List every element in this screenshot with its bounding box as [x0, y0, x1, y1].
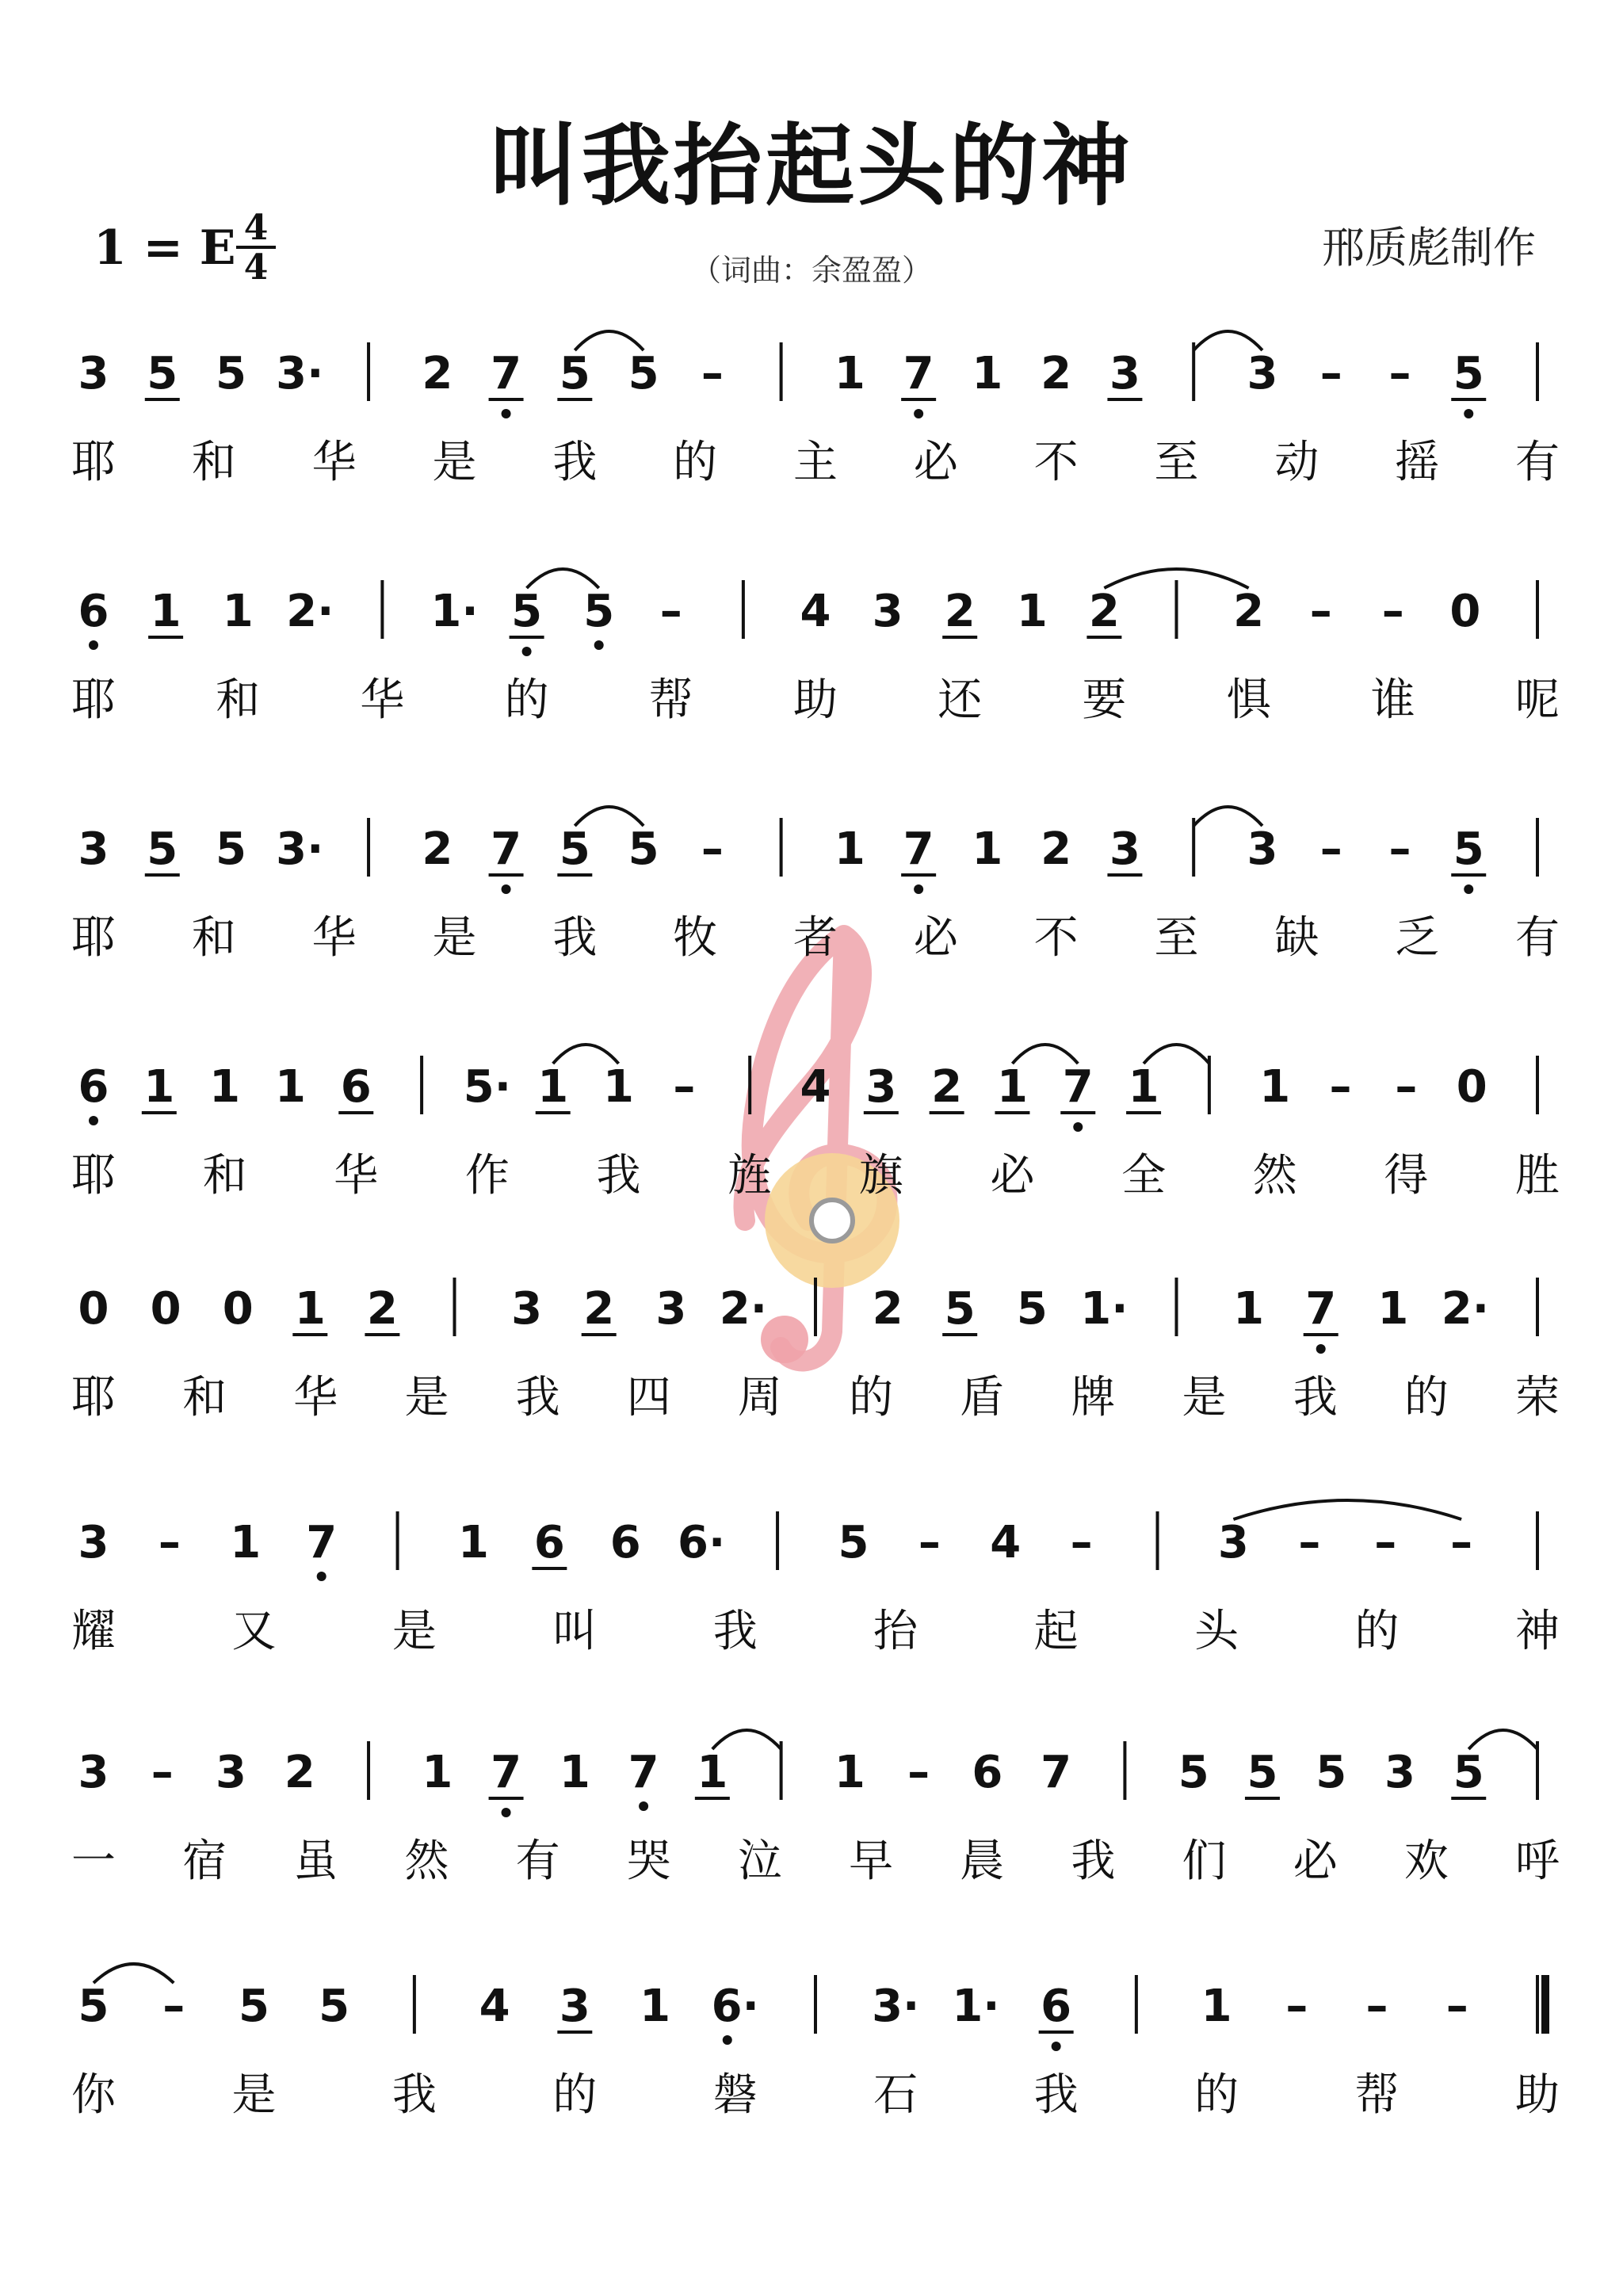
low-octave-dot: [914, 409, 923, 418]
lyric-syllable: 耀: [71, 1606, 116, 1657]
note: 1: [1233, 1283, 1265, 1335]
note: 3·: [276, 348, 324, 399]
note: 4: [990, 1517, 1022, 1568]
lyric-syllable: 要: [1082, 674, 1127, 726]
note: –: [1445, 1981, 1468, 2032]
note: 1·: [430, 586, 479, 637]
note: 3: [1217, 1517, 1249, 1568]
note: 3: [1247, 823, 1278, 875]
note: 2·: [1441, 1283, 1490, 1335]
lyric-syllable: 的: [504, 674, 549, 726]
note: –: [158, 1517, 181, 1568]
lyric-syllable: 耶: [71, 912, 116, 964]
note: 7: [903, 348, 934, 399]
note: 7: [628, 1747, 659, 1798]
note: 3: [872, 586, 903, 637]
lyric-syllable: 乏: [1395, 912, 1440, 964]
note: 5: [319, 1981, 350, 2032]
lyric-syllable: 磐: [712, 2069, 758, 2121]
low-octave-dot: [594, 640, 604, 650]
note: 3: [78, 1747, 109, 1798]
note: 2: [931, 1061, 963, 1113]
low-octave-dot: [914, 884, 923, 894]
lyric-syllable: 周: [737, 1372, 782, 1423]
lyric-syllable: 的: [1194, 2069, 1239, 2121]
note: 3: [655, 1283, 687, 1335]
note: 6: [533, 1517, 565, 1568]
note: 3·: [276, 823, 324, 875]
note: –: [673, 1061, 696, 1113]
lyric-syllable: 至: [1154, 437, 1199, 488]
note: –: [907, 1747, 930, 1798]
note: 1: [274, 1061, 306, 1113]
note: 1: [972, 823, 1003, 875]
note: 1: [222, 586, 254, 637]
lyric-syllable: 谁: [1370, 674, 1415, 726]
lyric-syllable: 我: [391, 2069, 437, 2121]
note: 6: [1041, 1981, 1072, 2032]
lyric-syllable: 的: [1403, 1372, 1449, 1423]
lyric-syllable: 我: [712, 1606, 758, 1657]
note: 7: [1305, 1283, 1337, 1335]
note: 5: [559, 348, 590, 399]
note: –: [1329, 1061, 1352, 1113]
note: 5: [78, 1981, 109, 2032]
note: –: [1285, 1981, 1308, 2032]
lyric-syllable: 的: [1354, 1606, 1400, 1657]
note: 3: [78, 1517, 109, 1568]
low-octave-dot: [1073, 1122, 1083, 1132]
lyric-syllable: 是: [432, 912, 477, 964]
note: 1: [537, 1061, 569, 1113]
lyric-syllable: 们: [1182, 1836, 1227, 1887]
lyric-syllable: 我: [515, 1372, 560, 1423]
lyric-syllable: 哭: [626, 1836, 671, 1887]
lyric-syllable: 旌: [727, 1150, 773, 1201]
note: 2: [1088, 586, 1120, 637]
lyric-syllable: 华: [360, 674, 405, 726]
note: 5: [944, 1283, 976, 1335]
note: 0: [150, 1283, 181, 1335]
low-octave-dot: [1464, 409, 1473, 418]
note: 4: [479, 1981, 510, 2032]
note: 5: [147, 823, 178, 875]
note: 6: [78, 586, 109, 637]
note: 5: [238, 1981, 269, 2032]
lyric-syllable: 起: [1033, 1606, 1079, 1657]
lyric-syllable: 欢: [1403, 1836, 1449, 1887]
lyric-syllable: 动: [1274, 437, 1319, 488]
lyric-syllable: 头: [1194, 1606, 1239, 1657]
note: 7: [1062, 1061, 1094, 1113]
note: 1: [559, 1747, 590, 1798]
note: 5: [559, 823, 590, 875]
lyric-syllable: 华: [311, 437, 357, 488]
lyric-syllable: 和: [182, 1372, 227, 1423]
lyric-syllable: 作: [464, 1150, 510, 1201]
note: 0: [1456, 1061, 1487, 1113]
note: 5: [1453, 348, 1484, 399]
lyric-syllable: 石: [873, 2069, 918, 2121]
tie-slur: [1233, 1500, 1461, 1519]
lyric-syllable: 必: [913, 912, 958, 964]
lyric-syllable: 有: [515, 1836, 560, 1887]
note: 6: [972, 1747, 1003, 1798]
note: 1: [143, 1061, 175, 1113]
note: 4: [800, 1061, 831, 1113]
note: 6·: [711, 1981, 759, 2032]
note: 2·: [286, 586, 334, 637]
lyric-syllable: 是: [432, 437, 477, 488]
note: 1: [1259, 1061, 1291, 1113]
low-octave-dot: [317, 1572, 327, 1581]
low-octave-dot: [502, 1808, 511, 1817]
lyric-syllable: 你: [71, 2069, 116, 2121]
note: 1: [834, 348, 865, 399]
note: 3: [1109, 823, 1140, 875]
note: 5: [511, 586, 543, 637]
lyric-syllable: 牌: [1071, 1372, 1116, 1423]
low-octave-dot: [89, 1116, 98, 1125]
note: –: [1298, 1517, 1321, 1568]
low-octave-dot: [1316, 1344, 1326, 1354]
lyric-syllable: 又: [231, 1606, 277, 1657]
lyric-syllable: 帮: [1354, 2069, 1400, 2121]
lyric-syllable: 和: [191, 437, 236, 488]
note: 5: [1453, 1747, 1484, 1798]
lyric-syllable: 虽: [293, 1836, 338, 1887]
lyric-syllable: 和: [216, 674, 261, 726]
lyric-syllable: 得: [1384, 1150, 1429, 1201]
note: –: [1374, 1517, 1397, 1568]
lyric-syllable: 耶: [71, 1372, 116, 1423]
lyric-syllable: 我: [1071, 1836, 1116, 1887]
lyric-syllable: 的: [673, 437, 718, 488]
time-signature-bottom: 4: [243, 247, 269, 288]
lyric-syllable: 主: [793, 437, 838, 488]
lyric-syllable: 还: [938, 674, 983, 726]
lyric-syllable: 必: [913, 437, 958, 488]
lyric-syllable: 泣: [737, 1836, 782, 1887]
note: 1: [1016, 586, 1048, 637]
note: 5: [838, 1517, 869, 1568]
note: 1: [209, 1061, 241, 1113]
lyric-syllable: 然: [1252, 1150, 1297, 1201]
lyric-syllable: 有: [1515, 912, 1560, 964]
note: 7: [1041, 1747, 1072, 1798]
note: –: [701, 348, 724, 399]
note: 2: [1041, 823, 1072, 875]
lyric-syllable: 摇: [1395, 437, 1440, 488]
note: 1: [422, 1747, 453, 1798]
note: 1: [1201, 1981, 1232, 2032]
note: 1: [603, 1061, 635, 1113]
note: 1: [697, 1747, 728, 1798]
note: 3: [511, 1283, 543, 1335]
note: 7: [306, 1517, 338, 1568]
note: –: [918, 1517, 941, 1568]
lyric-syllable: 华: [334, 1150, 379, 1201]
lyric-syllable: 华: [293, 1372, 338, 1423]
note: 1·: [1080, 1283, 1128, 1335]
note: 2: [583, 1283, 615, 1335]
note: 2: [872, 1283, 903, 1335]
lyric-syllable: 华: [311, 912, 357, 964]
lyric-syllable: 和: [202, 1150, 247, 1201]
lyric-syllable: 不: [1033, 912, 1079, 964]
lyric-syllable: 牧: [673, 912, 718, 964]
note: 3·: [872, 1981, 920, 2032]
note: –: [701, 823, 724, 875]
lyric-syllable: 者: [793, 912, 838, 964]
note: 5: [1178, 1747, 1209, 1798]
note: 5: [1453, 823, 1484, 875]
note: 5: [628, 348, 659, 399]
lyric-syllable: 我: [552, 437, 598, 488]
note: 7: [491, 1747, 522, 1798]
lyric-syllable: 帮: [648, 674, 693, 726]
note: 1: [834, 823, 865, 875]
key-signature: 1 = E: [94, 220, 236, 276]
note: 1: [640, 1981, 671, 2032]
note: 2: [422, 348, 453, 399]
lyric-syllable: 耶: [71, 674, 116, 726]
note: 5: [216, 823, 247, 875]
lyric-syllable: 是: [404, 1372, 449, 1423]
note: –: [1309, 586, 1332, 637]
note: –: [659, 586, 682, 637]
lyric-syllable: 呢: [1515, 674, 1560, 726]
lyric-syllable: 一: [71, 1836, 116, 1887]
note: –: [162, 1981, 185, 2032]
note: –: [1388, 348, 1411, 399]
lyric-syllable: 呼: [1515, 1836, 1560, 1887]
note: 5: [147, 348, 178, 399]
lyric-syllable: 全: [1121, 1150, 1167, 1201]
low-octave-dot: [1052, 2042, 1061, 2051]
lyric-syllable: 我: [1033, 2069, 1079, 2121]
lyric-syllable: 旗: [858, 1150, 903, 1201]
note: 1: [457, 1517, 489, 1568]
note: 6: [340, 1061, 372, 1113]
lyric-syllable: 我: [596, 1150, 641, 1201]
note: 3: [1109, 348, 1140, 399]
note: 3: [1247, 348, 1278, 399]
note: 6: [609, 1517, 641, 1568]
lyric-syllable: 和: [191, 912, 236, 964]
lyric-syllable: 是: [1182, 1372, 1227, 1423]
maker-credit: 邢质彪制作: [1322, 223, 1536, 273]
note: 7: [491, 823, 522, 875]
lyric-syllable: 我: [552, 912, 598, 964]
song-title: 叫我抬起头的神: [490, 114, 1133, 218]
note: 3: [1384, 1747, 1415, 1798]
note: 1: [972, 348, 1003, 399]
low-octave-dot: [522, 647, 532, 656]
lyric-syllable: 神: [1515, 1606, 1560, 1657]
note: 5: [216, 348, 247, 399]
lyric-syllable: 宿: [182, 1836, 227, 1887]
lyric-syllable: 助: [793, 674, 838, 726]
lyric-syllable: 的: [849, 1372, 894, 1423]
lyric-syllable: 耶: [71, 1150, 116, 1201]
note: 5: [583, 586, 615, 637]
note: 1: [230, 1517, 262, 1568]
lyric-syllable: 助: [1515, 2069, 1560, 2121]
lyric-syllable: 盾: [960, 1372, 1005, 1423]
note: 5·: [463, 1061, 512, 1113]
note: 2: [422, 823, 453, 875]
note: 2: [1233, 586, 1265, 637]
note: 2·: [719, 1283, 768, 1335]
note: 1: [834, 1747, 865, 1798]
low-octave-dot: [723, 2035, 732, 2045]
lyric-syllable: 胜: [1515, 1150, 1560, 1201]
lyric-syllable: 惧: [1226, 674, 1271, 726]
lyric-syllable: 有: [1515, 437, 1560, 488]
note: 5: [1247, 1747, 1278, 1798]
note: 5: [1316, 1747, 1347, 1798]
lyric-syllable: 然: [404, 1836, 449, 1887]
lyric-syllable: 必: [1293, 1836, 1338, 1887]
lyric-syllable: 的: [552, 2069, 598, 2121]
note: 6·: [678, 1517, 726, 1568]
note: 0: [222, 1283, 254, 1335]
note: 3: [559, 1981, 590, 2032]
lyric-syllable: 不: [1033, 437, 1079, 488]
lyric-syllable: 是: [391, 1606, 437, 1657]
lyric-syllable: 耶: [71, 437, 116, 488]
lyric-syllable: 我: [1293, 1372, 1338, 1423]
note: 6: [78, 1061, 109, 1113]
note: 5: [1016, 1283, 1048, 1335]
note: 5: [628, 823, 659, 875]
low-octave-dot: [1464, 884, 1473, 894]
low-octave-dot: [89, 640, 98, 650]
low-octave-dot: [502, 884, 511, 894]
note: 0: [1449, 586, 1481, 637]
low-octave-dot: [639, 1801, 648, 1811]
lyrics-music-credit: （词曲：余盈盈）: [690, 253, 932, 288]
note: 7: [491, 348, 522, 399]
lyric-syllable: 至: [1154, 912, 1199, 964]
note: 2: [284, 1747, 315, 1798]
lyric-syllable: 缺: [1274, 912, 1319, 964]
note: 3: [78, 823, 109, 875]
note: 3: [865, 1061, 897, 1113]
lyric-syllable: 叫: [552, 1606, 598, 1657]
note: –: [151, 1747, 174, 1798]
note: 3: [216, 1747, 247, 1798]
note: 1: [294, 1283, 326, 1335]
note: 1: [1128, 1061, 1159, 1113]
lyric-syllable: 必: [990, 1150, 1035, 1201]
note: –: [1395, 1061, 1418, 1113]
lyric-syllable: 荣: [1515, 1372, 1560, 1423]
note: 2: [366, 1283, 398, 1335]
note: –: [1381, 586, 1404, 637]
note: –: [1450, 1517, 1473, 1568]
lyric-syllable: 是: [231, 2069, 277, 2121]
note: –: [1319, 348, 1342, 399]
note: 1·: [952, 1981, 1000, 2032]
note: –: [1319, 823, 1342, 875]
note: 2: [1041, 348, 1072, 399]
note: –: [1388, 823, 1411, 875]
note: 1: [150, 586, 181, 637]
lyric-syllable: 早: [849, 1836, 894, 1887]
lyric-syllable: 四: [626, 1372, 671, 1423]
note: 7: [903, 823, 934, 875]
lyric-syllable: 晨: [960, 1836, 1005, 1887]
note: 0: [78, 1283, 109, 1335]
low-octave-dot: [502, 409, 511, 418]
note: 1: [1377, 1283, 1409, 1335]
note: 2: [944, 586, 976, 637]
lyric-syllable: 抬: [873, 1606, 918, 1657]
time-signature-top: 4: [243, 208, 269, 248]
note: 3: [78, 348, 109, 399]
note: 1: [996, 1061, 1028, 1113]
note: –: [1070, 1517, 1093, 1568]
note: 4: [800, 586, 831, 637]
note: –: [1365, 1981, 1388, 2032]
